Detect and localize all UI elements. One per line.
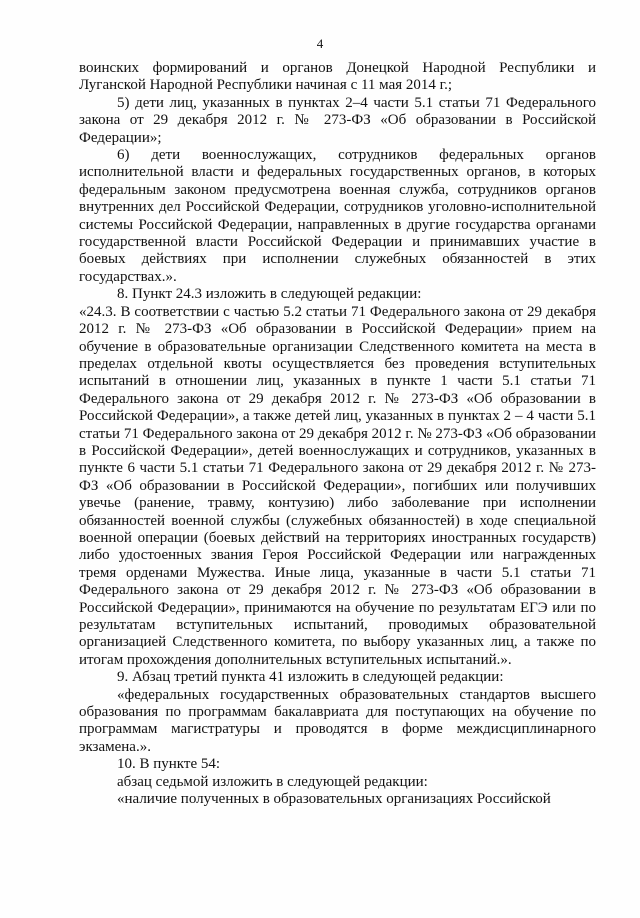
paragraph-point-10-heading: 10. В пункте 54: — [117, 756, 221, 773]
page-number: 4 — [316, 36, 324, 51]
paragraph-point-9-heading: 9. Абзац третий пункта 41 изложить в следующей редакции: — [117, 669, 504, 686]
paragraph-continuation: воинских формирований и органов Донецкой Народной Республики и Луганской Народной Республики начиная с 11 мая 2014 г.; — [79, 60, 596, 94]
paragraph-item-5: 5) дети лиц, указанных в пунктах 2–4 части 5.1 статьи 71 Федерального закона от 29 декабря 2012 г. № 273-ФЗ «Об образовании в Российской Федерации»; — [79, 94, 596, 146]
paragraph-point-10-text: «наличие полученных в образовательных организациях Российской — [117, 791, 551, 808]
paragraph-point-10-subheading: абзац седьмой изложить в следующей редакции: — [117, 773, 428, 790]
paragraph-point-24-3: «24.3. В соответствии с частью 5.2 статьи 71 Федерального закона от 29 декабря 2012 г. № 273-ФЗ «Об образовании в Российской Федерации» прием на обучение в образовательные организации Следственного комитета на места в пределах отдельной квоты осуществляется без проведения вступительных испытаний в отношении лиц, указанных в пункте 1 части 5.1 статьи 71 Федерального закона от 29 декабря 2012 г. № 273-ФЗ «Об образовании в Российской Федерации», а также детей лиц, указанных в пунктах 2 – 4 части 5.1 статьи 71 Федерального закона от 29 декабря 2012 г. № 273-ФЗ «Об образовании в Российской Федерации», детей военнослужащих и сотрудников, указанных в пункте 6 части 5.1 статьи 71 Федерального закона от 29 декабря 2012 г. № 273-ФЗ «Об образовании в Российской Федерации», погибших или получивших увечье (ранение, травму, контузию) либо заболевание при исполнении обязанностей военной службы (служебных обязанностей) в ходе специальной военной операции (боевых действий на территориях иностранных государств) либо удостоенных звания Героя Российской Федерации или награжденных тремя орденами Мужества. Иные лица, указанные в части 5.1 статьи 71 Федерального закона от 29 декабря 2012 г. № 273-ФЗ «Об образовании в Российской Федерации», принимаются на обучение по результатам ЕГЭ или по результатам вступительных испытаний, проводимых образовательной организацией Следственного комитета, по выбору указанных лиц, а также по итогам прохождения дополнительных вступительных испытаний.». — [79, 303, 596, 668]
paragraph-point-9-text: «федеральных государственных образовательных стандартов высшего образования по программам бакалавриата для поступающих на обучение по программам магистратуры и проводятся в форме междисциплинарного экзамена.». — [79, 686, 596, 755]
paragraph-point-8-heading: 8. Пункт 24.3 изложить в следующей редакции: — [117, 286, 422, 303]
document-body — [79, 60, 596, 808]
paragraph-item-6: 6) дети военнослужащих, сотрудников федеральных органов исполнительной власти и федеральных государственных органов, в которых федеральным законом предусмотрена военная служба, сотрудников органов внутренних дел Российской Федерации, сотрудников уголовно-исполнительной системы Российской Федерации, направленных в другие государства органами государственной власти Российской Федерации и принимавших участие в боевых действиях при исполнении служебных обязанностей в этих государствах.». — [79, 147, 596, 285]
